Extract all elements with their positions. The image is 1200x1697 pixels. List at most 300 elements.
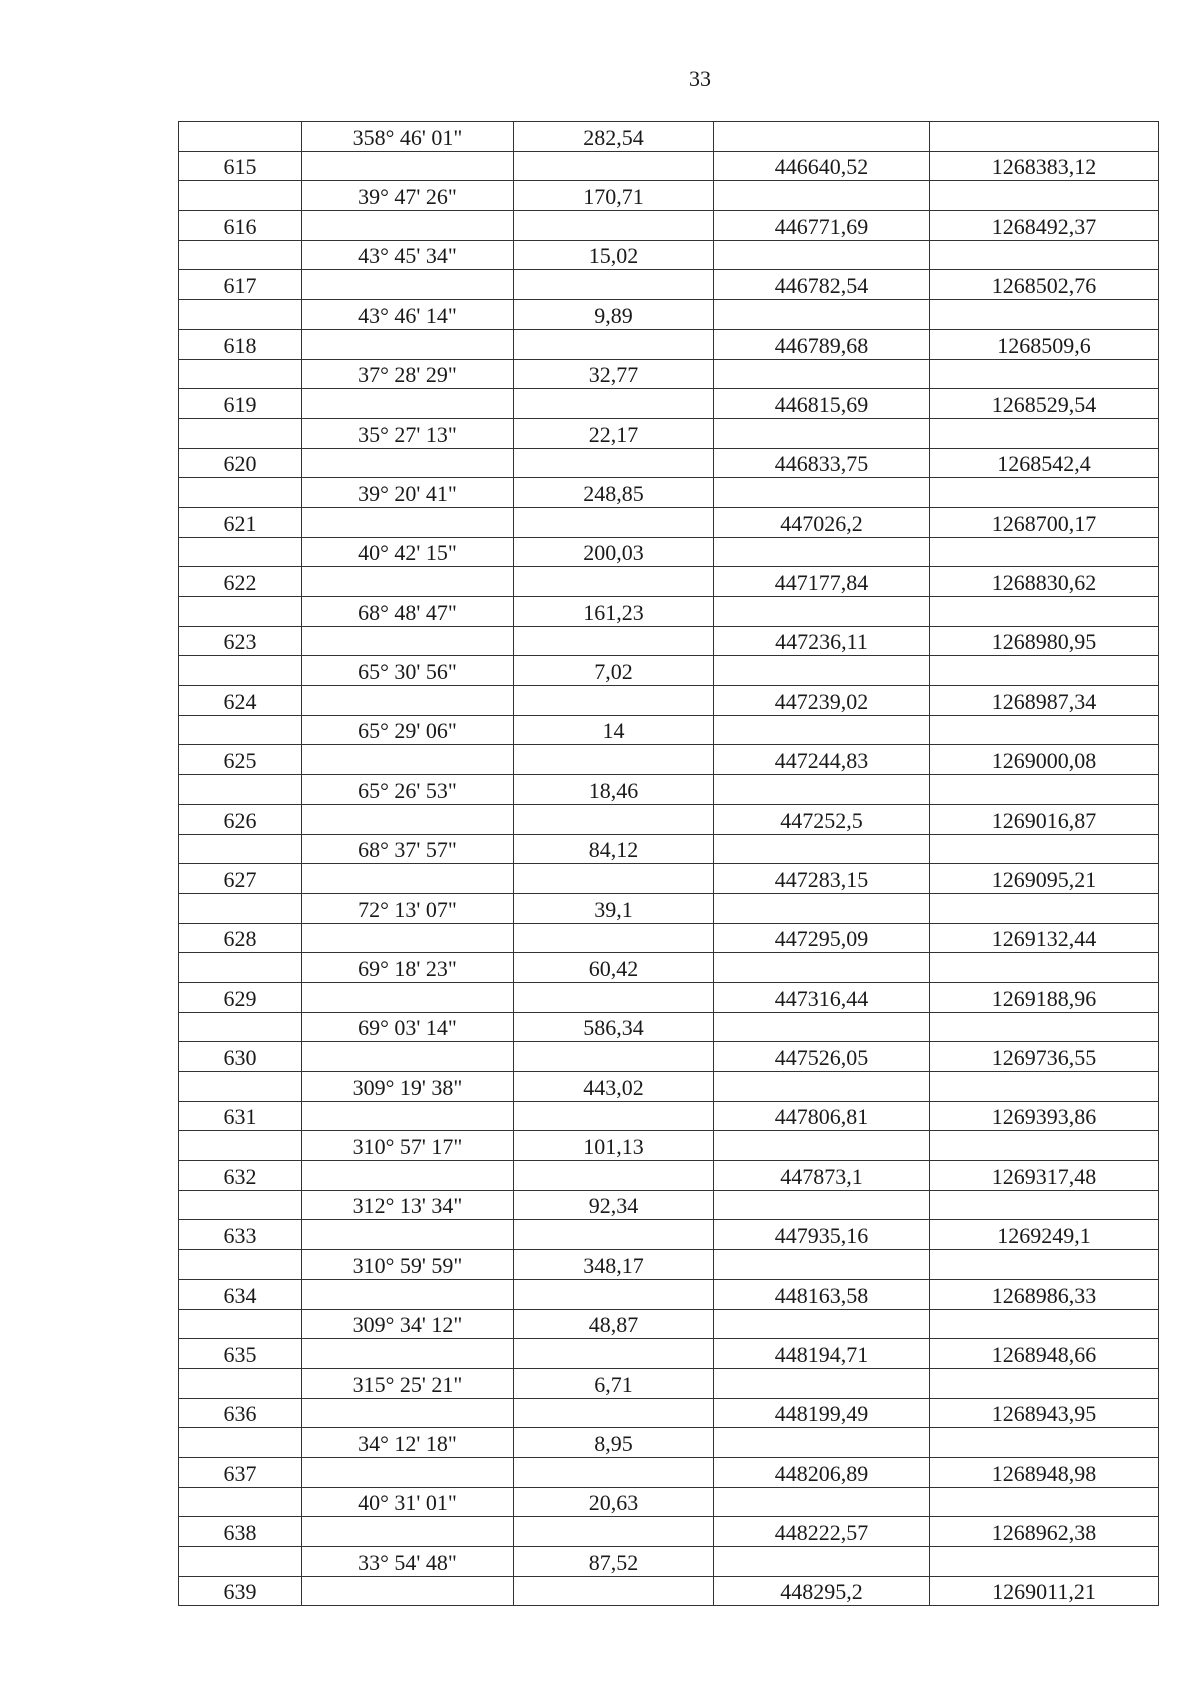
segment-row — [179, 1250, 1159, 1280]
y-coordinate-cell: 1268987,34 — [930, 686, 1159, 716]
distance-cell — [514, 389, 714, 419]
y-coordinate-cell — [930, 715, 1159, 745]
point-cell — [179, 1131, 302, 1161]
angle-cell — [302, 1101, 514, 1131]
x-coordinate-cell: 446833,75 — [714, 448, 930, 478]
x-coordinate-cell — [714, 1309, 930, 1339]
x-coordinate-cell — [714, 300, 930, 330]
distance-cell: 22,17 — [514, 418, 714, 448]
angle-cell — [302, 982, 514, 1012]
distance-cell: 15,02 — [514, 240, 714, 270]
angle-cell — [302, 864, 514, 894]
distance-cell — [514, 507, 714, 537]
y-coordinate-cell — [930, 1250, 1159, 1280]
distance-cell: 9,89 — [514, 300, 714, 330]
x-coordinate-cell — [714, 656, 930, 686]
distance-cell: 6,71 — [514, 1368, 714, 1398]
point-cell: 629 — [179, 982, 302, 1012]
point-cell: 627 — [179, 864, 302, 894]
point-row — [179, 448, 1159, 478]
segment-row — [179, 1012, 1159, 1042]
y-coordinate-cell — [930, 300, 1159, 330]
angle-cell — [302, 686, 514, 716]
point-cell: 625 — [179, 745, 302, 775]
x-coordinate-cell: 446640,52 — [714, 151, 930, 181]
distance-cell: 101,13 — [514, 1131, 714, 1161]
angle-cell — [302, 448, 514, 478]
x-coordinate-cell — [714, 478, 930, 508]
coordinates-table — [178, 121, 1159, 1606]
x-coordinate-cell: 447177,84 — [714, 567, 930, 597]
x-coordinate-cell: 448222,57 — [714, 1517, 930, 1547]
angle-cell: 40° 31' 01" — [302, 1487, 514, 1517]
point-cell — [179, 953, 302, 983]
x-coordinate-cell: 447316,44 — [714, 982, 930, 1012]
distance-cell — [514, 804, 714, 834]
point-row — [179, 686, 1159, 716]
distance-cell: 48,87 — [514, 1309, 714, 1339]
point-cell — [179, 1072, 302, 1102]
x-coordinate-cell: 447026,2 — [714, 507, 930, 537]
y-coordinate-cell: 1268986,33 — [930, 1279, 1159, 1309]
point-row — [179, 211, 1159, 241]
angle-cell — [302, 1576, 514, 1606]
angle-cell: 65° 26' 53" — [302, 775, 514, 805]
angle-cell: 39° 47' 26" — [302, 181, 514, 211]
point-cell — [179, 597, 302, 627]
angle-cell: 35° 27' 13" — [302, 418, 514, 448]
point-row — [179, 1042, 1159, 1072]
x-coordinate-cell — [714, 359, 930, 389]
y-coordinate-cell — [930, 656, 1159, 686]
distance-cell — [514, 1279, 714, 1309]
distance-cell — [514, 1042, 714, 1072]
x-coordinate-cell — [714, 775, 930, 805]
angle-cell: 309° 19' 38" — [302, 1072, 514, 1102]
x-coordinate-cell — [714, 537, 930, 567]
angle-cell — [302, 1220, 514, 1250]
point-row — [179, 389, 1159, 419]
x-coordinate-cell: 448199,49 — [714, 1398, 930, 1428]
point-row — [179, 745, 1159, 775]
segment-row — [179, 300, 1159, 330]
x-coordinate-cell: 447283,15 — [714, 864, 930, 894]
y-coordinate-cell — [930, 1487, 1159, 1517]
distance-cell: 18,46 — [514, 775, 714, 805]
point-row — [179, 1339, 1159, 1369]
point-cell: 622 — [179, 567, 302, 597]
distance-cell: 32,77 — [514, 359, 714, 389]
x-coordinate-cell — [714, 418, 930, 448]
y-coordinate-cell — [930, 1309, 1159, 1339]
y-coordinate-cell — [930, 537, 1159, 567]
point-cell: 636 — [179, 1398, 302, 1428]
point-cell — [179, 1309, 302, 1339]
angle-cell: 69° 18' 23" — [302, 953, 514, 983]
x-coordinate-cell: 446789,68 — [714, 329, 930, 359]
y-coordinate-cell — [930, 1547, 1159, 1577]
angle-cell — [302, 1279, 514, 1309]
angle-cell — [302, 1398, 514, 1428]
point-cell — [179, 715, 302, 745]
angle-cell — [302, 923, 514, 953]
x-coordinate-cell — [714, 834, 930, 864]
segment-row — [179, 656, 1159, 686]
point-cell: 637 — [179, 1457, 302, 1487]
x-coordinate-cell — [714, 1190, 930, 1220]
angle-cell: 43° 46' 14" — [302, 300, 514, 330]
y-coordinate-cell: 1269011,21 — [930, 1576, 1159, 1606]
angle-cell — [302, 329, 514, 359]
y-coordinate-cell: 1268830,62 — [930, 567, 1159, 597]
segment-row — [179, 1131, 1159, 1161]
segment-row — [179, 953, 1159, 983]
distance-cell — [514, 448, 714, 478]
point-cell — [179, 834, 302, 864]
angle-cell: 310° 57' 17" — [302, 1131, 514, 1161]
angle-cell: 39° 20' 41" — [302, 478, 514, 508]
distance-cell: 39,1 — [514, 893, 714, 923]
point-row — [179, 1161, 1159, 1191]
point-cell: 638 — [179, 1517, 302, 1547]
x-coordinate-cell: 447806,81 — [714, 1101, 930, 1131]
angle-cell — [302, 1042, 514, 1072]
y-coordinate-cell — [930, 893, 1159, 923]
point-cell: 624 — [179, 686, 302, 716]
page-number: 33 — [689, 66, 711, 91]
y-coordinate-cell: 1269095,21 — [930, 864, 1159, 894]
x-coordinate-cell — [714, 953, 930, 983]
distance-cell: 7,02 — [514, 656, 714, 686]
y-coordinate-cell: 1268509,6 — [930, 329, 1159, 359]
segment-row — [179, 418, 1159, 448]
point-cell: 618 — [179, 329, 302, 359]
point-cell: 616 — [179, 211, 302, 241]
point-cell: 626 — [179, 804, 302, 834]
distance-cell — [514, 329, 714, 359]
angle-cell: 33° 54' 48" — [302, 1547, 514, 1577]
distance-cell: 87,52 — [514, 1547, 714, 1577]
segment-row — [179, 893, 1159, 923]
point-cell: 635 — [179, 1339, 302, 1369]
x-coordinate-cell — [714, 1012, 930, 1042]
angle-cell — [302, 804, 514, 834]
segment-row — [179, 359, 1159, 389]
y-coordinate-cell: 1268962,38 — [930, 1517, 1159, 1547]
point-cell: 628 — [179, 923, 302, 953]
y-coordinate-cell: 1268948,98 — [930, 1457, 1159, 1487]
y-coordinate-cell: 1268943,95 — [930, 1398, 1159, 1428]
point-row — [179, 1576, 1159, 1606]
point-cell: 639 — [179, 1576, 302, 1606]
point-cell: 632 — [179, 1161, 302, 1191]
y-coordinate-cell: 1268542,4 — [930, 448, 1159, 478]
point-cell — [179, 478, 302, 508]
angle-cell — [302, 211, 514, 241]
y-coordinate-cell: 1269393,86 — [930, 1101, 1159, 1131]
distance-cell — [514, 1220, 714, 1250]
angle-cell: 312° 13' 34" — [302, 1190, 514, 1220]
distance-cell — [514, 982, 714, 1012]
x-coordinate-cell: 448295,2 — [714, 1576, 930, 1606]
x-coordinate-cell: 448163,58 — [714, 1279, 930, 1309]
x-coordinate-cell — [714, 1547, 930, 1577]
point-cell: 630 — [179, 1042, 302, 1072]
segment-row — [179, 1428, 1159, 1458]
distance-cell — [514, 686, 714, 716]
distance-cell: 282,54 — [514, 122, 714, 152]
distance-cell: 84,12 — [514, 834, 714, 864]
distance-cell: 248,85 — [514, 478, 714, 508]
angle-cell: 358° 46' 01" — [302, 122, 514, 152]
distance-cell: 200,03 — [514, 537, 714, 567]
point-cell — [179, 1368, 302, 1398]
segment-row — [179, 537, 1159, 567]
y-coordinate-cell — [930, 953, 1159, 983]
distance-cell: 14 — [514, 715, 714, 745]
distance-cell — [514, 864, 714, 894]
point-cell: 617 — [179, 270, 302, 300]
point-cell — [179, 1190, 302, 1220]
distance-cell: 8,95 — [514, 1428, 714, 1458]
y-coordinate-cell — [930, 1368, 1159, 1398]
point-row — [179, 1517, 1159, 1547]
point-cell: 634 — [179, 1279, 302, 1309]
angle-cell: 315° 25' 21" — [302, 1368, 514, 1398]
y-coordinate-cell: 1268980,95 — [930, 626, 1159, 656]
point-row — [179, 1101, 1159, 1131]
x-coordinate-cell — [714, 240, 930, 270]
x-coordinate-cell: 447236,11 — [714, 626, 930, 656]
y-coordinate-cell: 1268502,76 — [930, 270, 1159, 300]
segment-row — [179, 715, 1159, 745]
segment-row — [179, 1487, 1159, 1517]
point-row — [179, 1457, 1159, 1487]
angle-cell: 37° 28' 29" — [302, 359, 514, 389]
y-coordinate-cell: 1269188,96 — [930, 982, 1159, 1012]
point-cell — [179, 359, 302, 389]
distance-cell: 92,34 — [514, 1190, 714, 1220]
x-coordinate-cell — [714, 1428, 930, 1458]
distance-cell — [514, 1161, 714, 1191]
point-cell: 620 — [179, 448, 302, 478]
point-cell — [179, 537, 302, 567]
x-coordinate-cell: 447295,09 — [714, 923, 930, 953]
angle-cell: 68° 37' 57" — [302, 834, 514, 864]
angle-cell — [302, 1517, 514, 1547]
distance-cell — [514, 151, 714, 181]
angle-cell — [302, 567, 514, 597]
point-cell — [179, 418, 302, 448]
angle-cell — [302, 270, 514, 300]
distance-cell: 170,71 — [514, 181, 714, 211]
x-coordinate-cell: 447239,02 — [714, 686, 930, 716]
point-cell — [179, 181, 302, 211]
point-cell: 615 — [179, 151, 302, 181]
point-cell — [179, 1487, 302, 1517]
angle-cell — [302, 507, 514, 537]
point-cell — [179, 1547, 302, 1577]
y-coordinate-cell: 1269736,55 — [930, 1042, 1159, 1072]
segment-row — [179, 1309, 1159, 1339]
x-coordinate-cell — [714, 1131, 930, 1161]
point-cell — [179, 1428, 302, 1458]
distance-cell: 586,34 — [514, 1012, 714, 1042]
x-coordinate-cell — [714, 1072, 930, 1102]
distance-cell: 60,42 — [514, 953, 714, 983]
distance-cell — [514, 1339, 714, 1369]
segment-row — [179, 478, 1159, 508]
segment-row — [179, 1190, 1159, 1220]
point-cell — [179, 240, 302, 270]
distance-cell — [514, 270, 714, 300]
coordinates-table-container — [178, 121, 1158, 1606]
y-coordinate-cell: 1269249,1 — [930, 1220, 1159, 1250]
distance-cell: 20,63 — [514, 1487, 714, 1517]
angle-cell: 68° 48' 47" — [302, 597, 514, 627]
angle-cell: 34° 12' 18" — [302, 1428, 514, 1458]
y-coordinate-cell: 1269016,87 — [930, 804, 1159, 834]
point-cell: 623 — [179, 626, 302, 656]
angle-cell: 69° 03' 14" — [302, 1012, 514, 1042]
point-row — [179, 1398, 1159, 1428]
point-cell — [179, 775, 302, 805]
x-coordinate-cell: 446782,54 — [714, 270, 930, 300]
y-coordinate-cell: 1268700,17 — [930, 507, 1159, 537]
point-row — [179, 567, 1159, 597]
y-coordinate-cell — [930, 1131, 1159, 1161]
point-cell — [179, 1012, 302, 1042]
distance-cell — [514, 1517, 714, 1547]
segment-row — [179, 122, 1159, 152]
y-coordinate-cell — [930, 359, 1159, 389]
point-cell — [179, 300, 302, 330]
point-cell — [179, 893, 302, 923]
angle-cell — [302, 389, 514, 419]
point-row — [179, 1220, 1159, 1250]
point-row — [179, 270, 1159, 300]
x-coordinate-cell — [714, 1368, 930, 1398]
point-cell — [179, 1250, 302, 1280]
point-row — [179, 626, 1159, 656]
distance-cell — [514, 1576, 714, 1606]
y-coordinate-cell: 1268383,12 — [930, 151, 1159, 181]
angle-cell: 65° 29' 06" — [302, 715, 514, 745]
point-row — [179, 151, 1159, 181]
y-coordinate-cell — [930, 1190, 1159, 1220]
distance-cell — [514, 1398, 714, 1428]
x-coordinate-cell — [714, 715, 930, 745]
y-coordinate-cell — [930, 240, 1159, 270]
distance-cell: 348,17 — [514, 1250, 714, 1280]
y-coordinate-cell — [930, 478, 1159, 508]
angle-cell: 40° 42' 15" — [302, 537, 514, 567]
y-coordinate-cell — [930, 597, 1159, 627]
x-coordinate-cell: 447935,16 — [714, 1220, 930, 1250]
angle-cell — [302, 151, 514, 181]
y-coordinate-cell: 1269317,48 — [930, 1161, 1159, 1191]
point-cell — [179, 122, 302, 152]
y-coordinate-cell: 1268948,66 — [930, 1339, 1159, 1369]
x-coordinate-cell: 448206,89 — [714, 1457, 930, 1487]
distance-cell — [514, 1101, 714, 1131]
distance-cell — [514, 923, 714, 953]
x-coordinate-cell: 447244,83 — [714, 745, 930, 775]
point-cell: 619 — [179, 389, 302, 419]
point-row — [179, 1279, 1159, 1309]
coordinates-table-body — [179, 122, 1159, 1606]
point-row — [179, 923, 1159, 953]
y-coordinate-cell — [930, 418, 1159, 448]
distance-cell — [514, 211, 714, 241]
point-cell: 631 — [179, 1101, 302, 1131]
point-cell: 633 — [179, 1220, 302, 1250]
distance-cell — [514, 626, 714, 656]
point-row — [179, 982, 1159, 1012]
distance-cell: 443,02 — [514, 1072, 714, 1102]
x-coordinate-cell: 446815,69 — [714, 389, 930, 419]
angle-cell: 72° 13' 07" — [302, 893, 514, 923]
x-coordinate-cell: 447873,1 — [714, 1161, 930, 1191]
point-row — [179, 804, 1159, 834]
angle-cell: 43° 45' 34" — [302, 240, 514, 270]
angle-cell — [302, 1161, 514, 1191]
x-coordinate-cell — [714, 597, 930, 627]
y-coordinate-cell — [930, 1428, 1159, 1458]
y-coordinate-cell — [930, 834, 1159, 864]
angle-cell — [302, 745, 514, 775]
x-coordinate-cell — [714, 122, 930, 152]
point-row — [179, 507, 1159, 537]
x-coordinate-cell: 448194,71 — [714, 1339, 930, 1369]
x-coordinate-cell — [714, 1250, 930, 1280]
distance-cell — [514, 745, 714, 775]
y-coordinate-cell — [930, 1012, 1159, 1042]
y-coordinate-cell: 1269000,08 — [930, 745, 1159, 775]
y-coordinate-cell — [930, 181, 1159, 211]
angle-cell — [302, 1339, 514, 1369]
segment-row — [179, 834, 1159, 864]
x-coordinate-cell — [714, 1487, 930, 1517]
x-coordinate-cell — [714, 181, 930, 211]
x-coordinate-cell: 446771,69 — [714, 211, 930, 241]
y-coordinate-cell — [930, 775, 1159, 805]
segment-row — [179, 775, 1159, 805]
point-row — [179, 864, 1159, 894]
segment-row — [179, 1368, 1159, 1398]
distance-cell — [514, 1457, 714, 1487]
point-cell: 621 — [179, 507, 302, 537]
segment-row — [179, 181, 1159, 211]
point-row — [179, 329, 1159, 359]
y-coordinate-cell: 1268529,54 — [930, 389, 1159, 419]
angle-cell: 310° 59' 59" — [302, 1250, 514, 1280]
x-coordinate-cell: 447526,05 — [714, 1042, 930, 1072]
distance-cell: 161,23 — [514, 597, 714, 627]
segment-row — [179, 597, 1159, 627]
y-coordinate-cell: 1269132,44 — [930, 923, 1159, 953]
angle-cell — [302, 1457, 514, 1487]
x-coordinate-cell — [714, 893, 930, 923]
y-coordinate-cell — [930, 122, 1159, 152]
angle-cell: 309° 34' 12" — [302, 1309, 514, 1339]
angle-cell: 65° 30' 56" — [302, 656, 514, 686]
angle-cell — [302, 626, 514, 656]
segment-row — [179, 1547, 1159, 1577]
x-coordinate-cell: 447252,5 — [714, 804, 930, 834]
distance-cell — [514, 567, 714, 597]
segment-row — [179, 1072, 1159, 1102]
